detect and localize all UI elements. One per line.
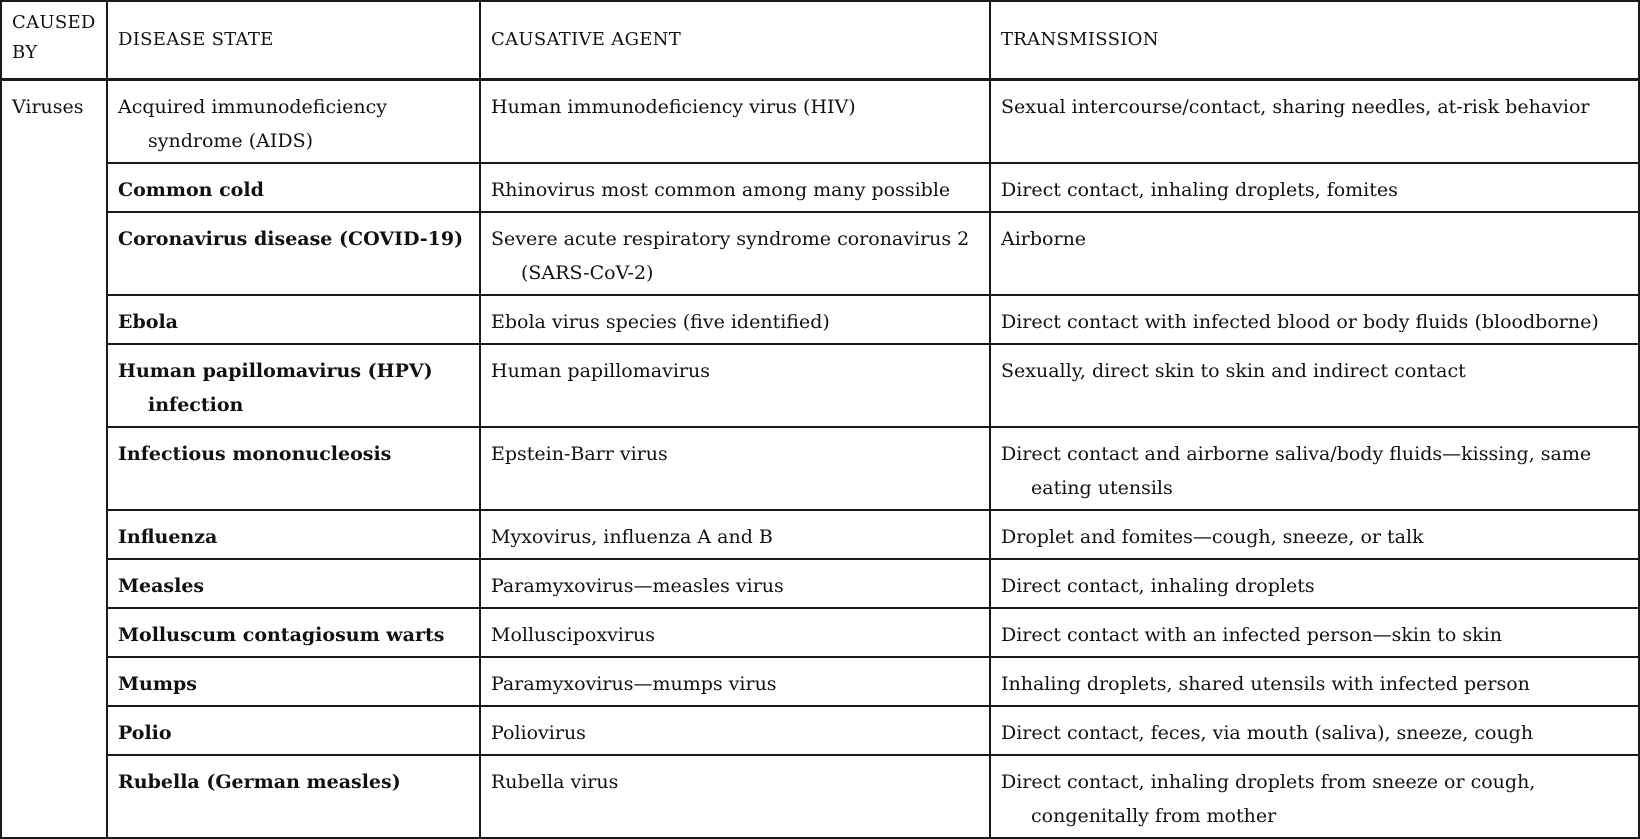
table-row <box>1 755 1639 838</box>
causative-agent-cell <box>480 344 990 427</box>
disease-state-cell-text: Common cold <box>118 178 264 201</box>
table-header <box>1 1 1639 79</box>
causative-agent-cell-text: Paramyxovirus—measles virus <box>491 574 784 597</box>
causative-agent-cell <box>480 79 990 163</box>
causative-agent-cell <box>480 427 990 510</box>
table-row <box>1 295 1639 344</box>
causative-agent-cell-text: Human immunodeficiency virus (HIV) <box>491 95 856 118</box>
transmission-cell <box>990 344 1639 427</box>
causative-agent-cell <box>480 608 990 657</box>
disease-state-cell-text: Acquired immunodeficiency syndrome (AIDS) <box>118 95 388 152</box>
table-row <box>1 79 1639 163</box>
transmission-cell-text: Droplet and fomites—cough, sneeze, or talk <box>1001 525 1424 548</box>
disease-state-cell-text: Influenza <box>118 525 218 548</box>
transmission-cell-text: Sexually, direct skin to skin and indirect contact <box>1001 359 1466 382</box>
transmission-cell <box>990 608 1639 657</box>
causative-agent-cell-text: Poliovirus <box>491 721 586 744</box>
table-row <box>1 163 1639 212</box>
transmission-cell-text: Sexual intercourse/contact, sharing needles, at-risk behavior <box>1001 95 1590 118</box>
header-caused-by: CAUSED BY <box>1 1 107 79</box>
disease-state-cell <box>107 657 480 706</box>
transmission-cell <box>990 427 1639 510</box>
table-body <box>1 79 1639 838</box>
transmission-cell-text: Direct contact, inhaling droplets from sneeze or cough, congenitally from mother <box>1001 770 1536 827</box>
causative-agent-cell-text: Epstein-Barr virus <box>491 442 668 465</box>
disease-state-cell-text: Polio <box>118 721 172 744</box>
disease-state-cell <box>107 608 480 657</box>
disease-state-cell <box>107 212 480 295</box>
header-transmission: TRANSMISSION <box>990 1 1639 79</box>
causative-agent-cell-text: Myxovirus, influenza A and B <box>491 525 773 548</box>
causative-agent-cell <box>480 510 990 559</box>
disease-state-cell-text: Infectious mononucleosis <box>118 442 392 465</box>
disease-state-cell <box>107 163 480 212</box>
header-row <box>1 1 1639 79</box>
transmission-cell-text: Direct contact, feces, via mouth (saliva), sneeze, cough <box>1001 721 1534 744</box>
disease-state-cell <box>107 344 480 427</box>
table-row <box>1 427 1639 510</box>
causative-agent-cell-text: Severe acute respiratory syndrome coronavirus 2 (SARS-CoV-2) <box>491 227 970 284</box>
transmission-cell <box>990 212 1639 295</box>
transmission-cell-text: Direct contact and airborne saliva/body fluids—kissing, same eating utensils <box>1001 442 1592 499</box>
transmission-cell <box>990 295 1639 344</box>
table-row <box>1 608 1639 657</box>
disease-state-cell-text: Human papillomavirus (HPV) infection <box>118 359 433 416</box>
table-row <box>1 657 1639 706</box>
transmission-cell <box>990 510 1639 559</box>
transmission-cell <box>990 657 1639 706</box>
transmission-cell-text: Direct contact with infected blood or body fluids (bloodborne) <box>1001 310 1599 333</box>
disease-state-cell <box>107 295 480 344</box>
transmission-cell-text: Airborne <box>1001 227 1087 250</box>
disease-state-cell <box>107 79 480 163</box>
disease-state-cell-text: Measles <box>118 574 205 597</box>
causative-agent-cell <box>480 706 990 755</box>
transmission-cell <box>990 706 1639 755</box>
causative-agent-cell <box>480 295 990 344</box>
causative-agent-cell-text: Rhinovirus most common among many possible <box>491 178 951 201</box>
causative-agent-cell-text: Paramyxovirus—mumps virus <box>491 672 777 695</box>
causative-agent-cell-text: Molluscipoxvirus <box>491 623 655 646</box>
transmission-cell <box>990 79 1639 163</box>
disease-state-cell <box>107 559 480 608</box>
disease-state-cell-text: Molluscum contagiosum warts <box>118 623 445 646</box>
transmission-cell <box>990 163 1639 212</box>
table-row <box>1 510 1639 559</box>
disease-state-cell <box>107 427 480 510</box>
table-row <box>1 706 1639 755</box>
disease-state-cell-text: Coronavirus disease (COVID-19) <box>118 227 464 250</box>
header-causative-agent: CAUSATIVE AGENT <box>480 1 990 79</box>
transmission-cell <box>990 755 1639 838</box>
causative-agent-cell <box>480 755 990 838</box>
table-row <box>1 344 1639 427</box>
causative-agent-cell <box>480 657 990 706</box>
causative-agent-cell-text: Rubella virus <box>491 770 619 793</box>
table-row <box>1 559 1639 608</box>
disease-state-cell <box>107 755 480 838</box>
causative-agent-cell <box>480 163 990 212</box>
disease-state-cell-text: Ebola <box>118 310 178 333</box>
causative-agent-cell-text: Human papillomavirus <box>491 359 710 382</box>
transmission-cell-text: Inhaling droplets, shared utensils with infected person <box>1001 672 1530 695</box>
transmission-cell-text: Direct contact, inhaling droplets <box>1001 574 1315 597</box>
transmission-cell <box>990 559 1639 608</box>
disease-state-cell <box>107 706 480 755</box>
header-disease-state: DISEASE STATE <box>107 1 480 79</box>
transmission-cell-text: Direct contact, inhaling droplets, fomites <box>1001 178 1398 201</box>
disease-state-cell-text: Rubella (German measles) <box>118 770 401 793</box>
causative-agent-cell-text: Ebola virus species (five identified) <box>491 310 830 333</box>
causative-agent-cell <box>480 559 990 608</box>
table-row <box>1 212 1639 295</box>
disease-state-cell-text: Mumps <box>118 672 197 695</box>
caused-by-group-cell: Viruses <box>1 79 107 838</box>
disease-state-cell <box>107 510 480 559</box>
causative-agent-cell <box>480 212 990 295</box>
transmission-cell-text: Direct contact with an infected person—skin to skin <box>1001 623 1502 646</box>
